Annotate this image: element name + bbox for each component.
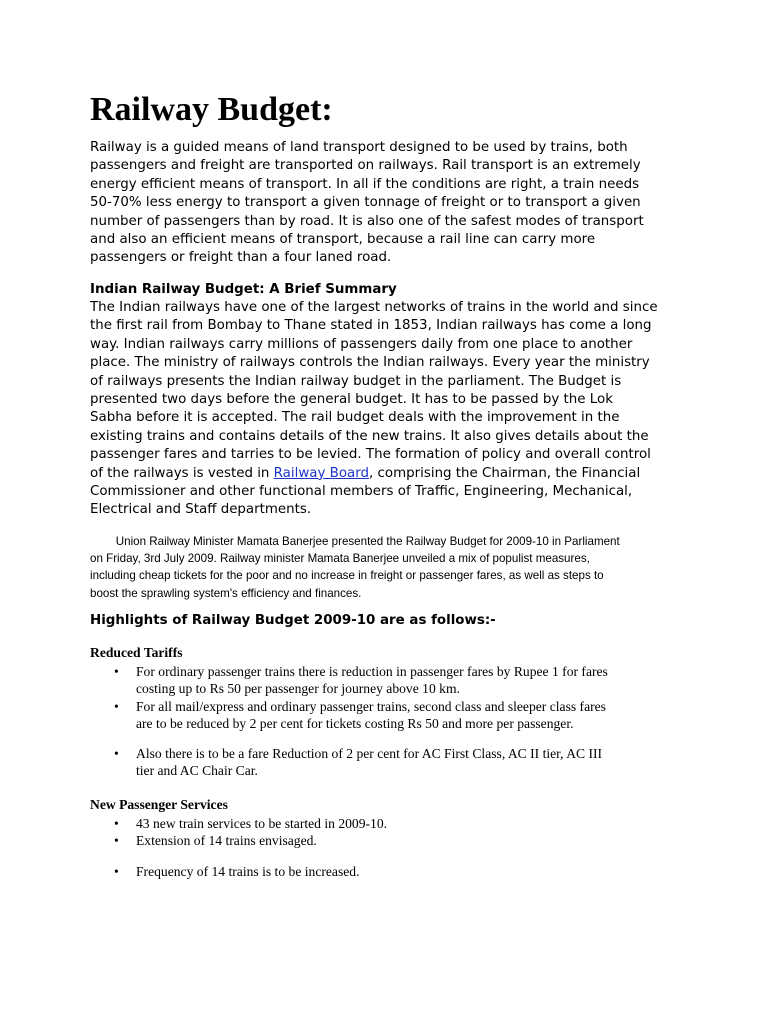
list-item (90, 815, 387, 832)
list-item-line: For all mail/express and ordinary passenger trains, second class and sleeper class fares (136, 698, 606, 714)
list-item-line: Also there is to be a fare Reduction of 2 per cent for AC First Class, AC II tier, AC III (136, 746, 603, 762)
list-item (90, 698, 608, 733)
list-item-line: tier and AC Chair Car. (136, 763, 258, 779)
intro-line: passengers and freight are transported on railways. Rail transport is an extremely (90, 158, 641, 174)
list-item-line: For ordinary passenger trains there is reduction in passenger fares by Rupee 1 for fares (136, 664, 608, 679)
bullet-icon: • (114, 746, 119, 762)
reduced-tariffs-list (90, 663, 608, 780)
list-item-line: costing up to Rs 50 per passenger for journey above 10 km. (136, 681, 460, 697)
news-line: on Friday, 3rd July 2009. Railway minister Mamata Banerjee unveiled a mix of populist measures, (90, 552, 590, 566)
intro-paragraph (90, 139, 644, 268)
list-item-line: 43 new train services to be started in 2009-10. (136, 816, 388, 831)
bullet-icon: • (114, 863, 119, 879)
list-item (90, 863, 387, 880)
bullet-icon: • (114, 833, 119, 849)
summary-line: way. Indian railways carry millions of passengers daily from one place to another (90, 336, 633, 352)
bullet-icon: • (114, 664, 119, 679)
list-item (90, 832, 387, 849)
intro-line: and also an efficient means of transport, because a rail line can carry more (90, 232, 596, 248)
intro-line: passengers or freight than a four laned road. (90, 250, 392, 266)
summary-link-after: , comprising the Chairman, the Financial (369, 465, 641, 481)
summary-line: The Indian railways have one of the largest networks of trains in the world and since (90, 300, 658, 315)
summary-line: the first rail from Bombay to Thane stated in 1853, Indian railways has come a long (90, 318, 652, 334)
intro-line: energy efficient means of transport. In all if the conditions are right, a train needs (90, 176, 640, 192)
summary-line: existing trains and contains details of the new trains. It also gives details about the (90, 428, 649, 444)
summary-line: Commissioner and other functional members of Traffic, Engineering, Mechanical, (90, 484, 633, 500)
new-services-list (90, 815, 387, 880)
summary-line: Sabha before it is accepted. The rail budget deals with the improvement in the (90, 410, 620, 426)
summary-heading: Indian Railway Budget: A Brief Summary (90, 282, 397, 297)
document-title: Railway Budget: (90, 91, 333, 128)
bullet-icon: • (114, 698, 119, 714)
list-item (90, 745, 608, 780)
news-paragraph (90, 533, 620, 602)
list-item-line: Extension of 14 trains envisaged. (136, 833, 317, 849)
summary-line: place. The ministry of railways controls the Indian railways. Every year the ministry (90, 355, 650, 371)
summary-line: Electrical and Staff departments. (90, 502, 312, 518)
list-item (90, 663, 608, 698)
list-item-line: Frequency of 14 trains is to be increased. (136, 863, 360, 879)
intro-line: Railway is a guided means of land transport designed to be used by trains, both (90, 140, 628, 155)
new-services-heading: New Passenger Services (90, 797, 228, 812)
intro-line: number of passengers than by road. It is also one of the safest modes of transport (90, 213, 644, 229)
reduced-tariffs-heading: Reduced Tariffs (90, 645, 183, 660)
intro-line: 50-70% less energy to transport a given tonnage of freight or to transport a given (90, 195, 641, 211)
summary-line: passenger fares and tarries to be levied. The formation of policy and overall control (90, 447, 651, 463)
summary-link-line (90, 465, 658, 483)
summary-paragraph (90, 299, 658, 520)
list-item-line: are to be reduced by 2 per cent for tickets costing Rs 50 and more per passenger. (136, 715, 574, 731)
news-line: boost the sprawling system's efficiency and finances. (90, 586, 362, 600)
highlights-heading: Highlights of Railway Budget 2009-10 are as follows:- (90, 613, 496, 628)
bullet-icon: • (114, 816, 119, 831)
summary-line: of railways presents the Indian railway budget in the parliament. The Budget is (90, 373, 622, 389)
summary-link-before: of the railways is vested in (90, 465, 274, 481)
news-line: Union Railway Minister Mamata Banerjee presented the Railway Budget for 2009-10 in Parliament (90, 535, 620, 548)
summary-line: presented two days before the general budget. It has to be passed by the Lok (90, 392, 613, 408)
news-line: including cheap tickets for the poor and no increase in freight or passenger fares, as well as steps to (90, 569, 604, 583)
railway-board-link[interactable]: Railway Board (273, 465, 370, 481)
